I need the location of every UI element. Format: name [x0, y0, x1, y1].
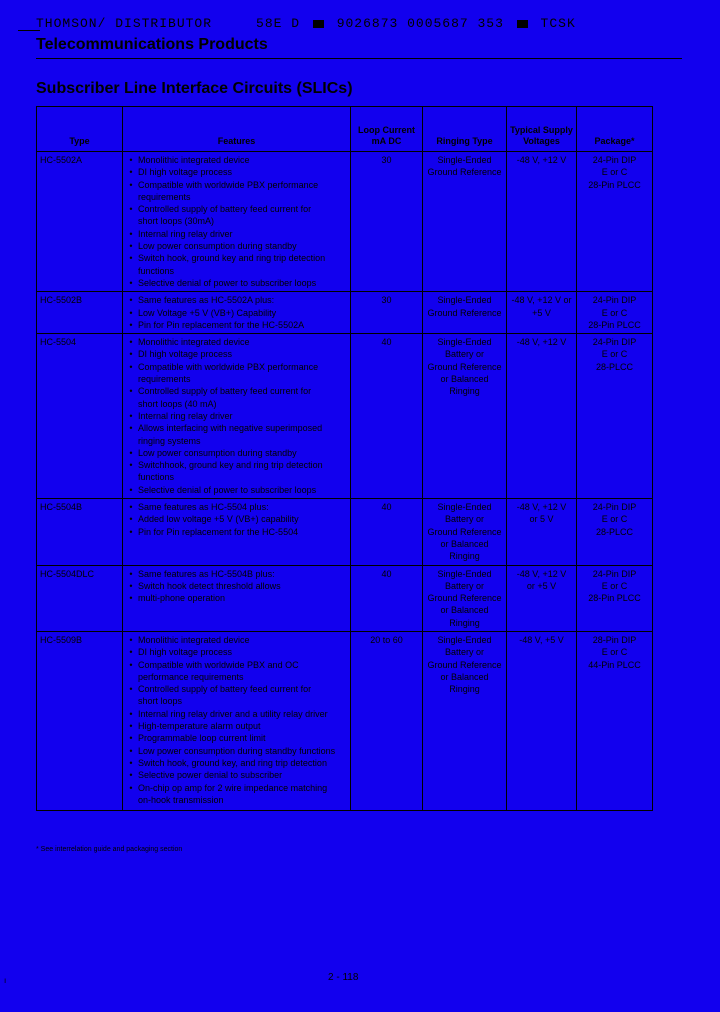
feature-text: Same features as HC-5504B plus:	[138, 568, 275, 579]
bullet-icon: •	[129, 447, 133, 458]
header-supply-voltages	[507, 107, 577, 152]
feature-text: Low power consumption during standby functions	[138, 745, 336, 756]
cell-loop	[351, 499, 423, 565]
ringing-line: Single-Ended	[437, 634, 492, 645]
package-line: E or C	[601, 349, 628, 360]
feature-item	[127, 568, 347, 580]
cell-features	[123, 292, 351, 334]
bullet-icon: •	[129, 647, 133, 658]
feature-item	[127, 708, 347, 720]
cell-package	[577, 152, 653, 292]
bullet-icon: •	[129, 733, 133, 744]
feature-text: Selective denial of power to subscriber loops	[138, 277, 317, 288]
bullet-icon: •	[129, 295, 133, 306]
cell-supply	[507, 499, 577, 565]
feature-item	[127, 580, 347, 592]
feature-text: Monolithic integrated device	[138, 155, 250, 165]
bullet-icon: •	[129, 386, 133, 397]
loop-line: 30	[381, 295, 392, 306]
ringing-line: or Balanced	[440, 374, 489, 385]
ringing-line: Ground Reference	[427, 167, 502, 178]
bullet-icon: •	[129, 568, 133, 579]
black-square-icon	[517, 20, 528, 28]
ringing-line: Battery or	[444, 580, 484, 591]
feature-text: DI high voltage process	[138, 167, 233, 178]
bullet-icon: •	[129, 757, 133, 768]
ringing-line: Battery or	[444, 647, 484, 658]
bullet-icon: •	[129, 460, 133, 471]
table-row	[37, 152, 653, 292]
feature-text: Added low voltage +5 V (VB+) capability	[138, 514, 299, 525]
feature-item	[127, 319, 347, 331]
cell-type: HC-5504DLC	[37, 565, 123, 631]
supply-line: +5 V	[532, 307, 551, 318]
feature-text: Low power consumption during standby	[138, 241, 297, 252]
feature-item	[127, 501, 347, 513]
cell-loop	[351, 565, 423, 631]
supply-line: -48 V, +12 V or	[511, 295, 572, 306]
ringing-line: Battery or	[444, 349, 484, 360]
bullet-icon: •	[129, 155, 133, 165]
supply-line: -48 V, +5 V	[519, 634, 564, 645]
cell-loop	[351, 152, 423, 292]
feature-item	[127, 447, 347, 459]
feature-text: Internal ring relay driver and a utility relay driver	[138, 708, 328, 719]
header-features: Features	[123, 107, 351, 152]
feature-text: requirements	[138, 191, 191, 202]
cell-type: HC-5504	[37, 334, 123, 499]
table-row	[37, 631, 653, 810]
feature-text: Compatible with worldwide PBX and OC	[138, 659, 299, 670]
package-line: 28-PLCC	[595, 361, 633, 372]
feature-text: Low Voltage +5 V (VB+) Capability	[138, 307, 277, 318]
feature-item	[127, 348, 347, 360]
ringing-line: Single-Ended	[437, 337, 492, 348]
footnote: * See interrelation guide and packaging section	[36, 846, 183, 853]
supply-line: -48 V, +12 V	[516, 337, 567, 348]
feature-text: requirements	[138, 374, 191, 385]
feature-list	[127, 294, 347, 331]
feature-item	[127, 166, 347, 178]
feature-text: Internal ring relay driver	[138, 410, 233, 421]
bullet-icon: •	[129, 410, 133, 421]
bullet-icon: •	[129, 361, 133, 372]
ringing-line: or Balanced	[440, 605, 489, 616]
package-line: 28-Pin PLCC	[588, 179, 641, 190]
feature-text: Switchhook, ground key and ring trip detection	[138, 460, 323, 471]
feature-text: High-temperature alarm output	[138, 721, 261, 732]
header-type: Type	[37, 107, 123, 152]
cell-package	[577, 334, 653, 499]
package-line: 28-Pin PLCC	[588, 593, 641, 604]
cell-loop	[351, 292, 423, 334]
feature-item	[127, 252, 347, 277]
bullet-icon: •	[129, 634, 133, 645]
ringing-line: Ringing	[449, 617, 480, 628]
cell-type: HC-5502A	[37, 152, 123, 292]
header-supply-line: Voltages	[523, 136, 560, 146]
feature-item	[127, 745, 347, 757]
feature-item	[127, 782, 347, 807]
cell-ringing	[423, 499, 507, 565]
package-line: 24-Pin DIP	[592, 295, 637, 306]
bullet-icon: •	[129, 337, 133, 348]
feature-item	[127, 410, 347, 422]
cell-features	[123, 334, 351, 499]
supply-line: or +5 V	[526, 580, 557, 591]
package-line: E or C	[601, 167, 628, 178]
feature-text: functions	[138, 265, 175, 276]
feature-text: Controlled supply of battery feed current for	[138, 386, 312, 397]
cell-loop	[351, 334, 423, 499]
loop-line: 40	[381, 337, 392, 348]
feature-item	[127, 422, 347, 447]
loop-line: 30	[381, 155, 392, 165]
feature-item	[127, 385, 347, 410]
ringing-line: Ground Reference	[427, 526, 502, 537]
cell-type: HC-5502B	[37, 292, 123, 334]
table-row	[37, 334, 653, 499]
feature-item	[127, 336, 347, 348]
ringing-line: Ringing	[449, 386, 480, 397]
scan-header-distributor: THOMSON/ DISTRIBUTOR	[36, 16, 213, 31]
feature-text: DI high voltage process	[138, 349, 233, 360]
feature-item	[127, 634, 347, 646]
cell-supply	[507, 152, 577, 292]
cell-type: HC-5504B	[37, 499, 123, 565]
supply-line: -48 V, +12 V	[516, 155, 567, 165]
feature-text: Allows interfacing with negative superimposed	[138, 423, 323, 434]
feature-item	[127, 203, 347, 228]
header-supply-line: Typical Supply	[510, 125, 573, 135]
page-number: 2 - 118	[328, 972, 359, 983]
section-title: Subscriber Line Interface Circuits (SLICs)	[36, 80, 353, 97]
package-line: 24-Pin DIP	[592, 155, 637, 165]
header-loop-line: mA DC	[371, 136, 402, 146]
package-line: E or C	[601, 580, 628, 591]
package-line: 24-Pin DIP	[592, 502, 637, 513]
bullet-icon: •	[129, 745, 133, 756]
feature-text: Pin for Pin replacement for the HC-5504	[138, 526, 299, 537]
feature-item	[127, 720, 347, 732]
loop-line: 40	[381, 568, 392, 579]
bullet-icon: •	[129, 167, 133, 178]
bullet-icon: •	[129, 204, 133, 215]
feature-text: DI high voltage process	[138, 647, 233, 658]
feature-item	[127, 154, 347, 166]
bullet-icon: •	[129, 770, 133, 781]
cell-package	[577, 631, 653, 810]
feature-text: on-hook transmission	[138, 794, 224, 805]
feature-text: ringing systems	[138, 435, 201, 446]
ringing-line: Ground Reference	[427, 593, 502, 604]
feature-text: short loops (40 mA)	[138, 398, 217, 409]
cell-supply	[507, 292, 577, 334]
package-line: E or C	[601, 514, 628, 525]
header-loop-line: Loop Current	[358, 125, 415, 135]
product-line-title: Telecommunications Products	[36, 36, 268, 53]
header-ringing-type: Ringing Type	[423, 107, 507, 152]
cell-supply	[507, 334, 577, 499]
ringing-line: Ground Reference	[427, 659, 502, 670]
ringing-line: Single-Ended	[437, 502, 492, 513]
bullet-icon: •	[129, 307, 133, 318]
cell-type: HC-5509B	[37, 631, 123, 810]
black-square-icon	[313, 20, 324, 28]
feature-list	[127, 568, 347, 605]
bullet-icon: •	[129, 349, 133, 360]
bullet-icon: •	[129, 253, 133, 264]
feature-text: multi-phone operation	[138, 593, 226, 604]
feature-item	[127, 769, 347, 781]
package-line: 28-PLCC	[595, 526, 633, 537]
feature-text: Compatible with worldwide PBX performance	[138, 361, 319, 372]
cell-ringing	[423, 152, 507, 292]
feature-text: Same features as HC-5504 plus:	[138, 502, 269, 513]
feature-text: Controlled supply of battery feed current for	[138, 204, 312, 215]
feature-item	[127, 526, 347, 538]
feature-text: Switch hook, ground key and ring trip detection	[138, 253, 326, 264]
ringing-line: Ringing	[449, 551, 480, 562]
bullet-icon: •	[129, 423, 133, 434]
ringing-line: Single-Ended	[437, 568, 492, 579]
bullet-icon: •	[129, 502, 133, 513]
feature-text: Pin for Pin replacement for the HC-5502A	[138, 319, 305, 330]
cell-ringing	[423, 631, 507, 810]
ringing-line: Ground Reference	[427, 361, 502, 372]
feature-item	[127, 659, 347, 684]
scan-header-code: 58E D	[256, 16, 301, 31]
feature-text: On-chip op amp for 2 wire impedance matching	[138, 782, 328, 793]
package-line: E or C	[601, 307, 628, 318]
package-line: E or C	[601, 647, 628, 658]
feature-text: Switch hook, ground key, and ring trip detection	[138, 757, 327, 768]
ringing-line: or Balanced	[440, 538, 489, 549]
feature-item	[127, 459, 347, 484]
feature-list	[127, 634, 347, 806]
package-line: 28-Pin DIP	[592, 634, 637, 645]
feature-item	[127, 513, 347, 525]
feature-item	[127, 646, 347, 658]
scan-header-barcode-number: 9026873 0005687 353	[336, 16, 504, 31]
feature-item	[127, 757, 347, 769]
feature-item	[127, 179, 347, 204]
bullet-icon: •	[129, 179, 133, 190]
cell-features	[123, 499, 351, 565]
ringing-line: Battery or	[444, 514, 484, 525]
cell-features	[123, 631, 351, 810]
bullet-icon: •	[129, 319, 133, 330]
bullet-icon: •	[129, 684, 133, 695]
feature-item	[127, 240, 347, 252]
bullet-icon: •	[129, 782, 133, 793]
feature-text: Monolithic integrated device	[138, 337, 250, 348]
feature-text: Selective denial of power to subscriber loops	[138, 484, 317, 495]
bullet-icon: •	[129, 708, 133, 719]
feature-item	[127, 228, 347, 240]
scan-header-tag: TCSK	[540, 16, 576, 31]
table-header-row	[37, 107, 653, 152]
supply-line: or 5 V	[529, 514, 554, 525]
header-package: Package*	[577, 107, 653, 152]
table-row	[37, 565, 653, 631]
bullet-icon: •	[129, 721, 133, 732]
ringing-line: Single-Ended	[437, 295, 492, 306]
bullet-icon: •	[129, 659, 133, 670]
feature-text: Selective power denial to subscriber	[138, 770, 283, 781]
feature-item	[127, 361, 347, 386]
bullet-icon: •	[129, 241, 133, 252]
cell-ringing	[423, 292, 507, 334]
feature-text: Switch hook detect threshold allows	[138, 580, 281, 591]
feature-text: performance requirements	[138, 671, 244, 682]
package-line: 28-Pin PLCC	[588, 319, 641, 330]
cell-package	[577, 499, 653, 565]
ringing-line: or Balanced	[440, 671, 489, 682]
cell-ringing	[423, 565, 507, 631]
cell-loop	[351, 631, 423, 810]
feature-list	[127, 501, 347, 538]
slic-table	[36, 106, 653, 811]
bullet-icon: •	[129, 593, 133, 604]
feature-list	[127, 154, 347, 289]
cell-supply	[507, 631, 577, 810]
feature-text: Low power consumption during standby	[138, 447, 297, 458]
package-line: 24-Pin DIP	[592, 337, 637, 348]
feature-item	[127, 484, 347, 496]
supply-line: -48 V, +12 V	[516, 502, 567, 513]
ringing-line: Ringing	[449, 684, 480, 695]
table-row	[37, 292, 653, 334]
bullet-icon: •	[129, 228, 133, 239]
loop-line: 40	[381, 502, 392, 513]
feature-item	[127, 732, 347, 744]
feature-text: Monolithic integrated device	[138, 634, 250, 645]
cell-ringing	[423, 334, 507, 499]
bullet-icon: •	[129, 277, 133, 288]
ringing-line: Ground Reference	[427, 307, 502, 318]
package-line: 44-Pin PLCC	[588, 659, 641, 670]
feature-text: Compatible with worldwide PBX performance	[138, 179, 319, 190]
feature-item	[127, 294, 347, 306]
cell-features	[123, 565, 351, 631]
package-line: 24-Pin DIP	[592, 568, 637, 579]
feature-item	[127, 683, 347, 708]
feature-text: functions	[138, 472, 175, 483]
feature-item	[127, 277, 347, 289]
cell-features	[123, 152, 351, 292]
feature-list	[127, 336, 347, 496]
bullet-icon: •	[129, 580, 133, 591]
loop-line: 20 to 60	[370, 634, 403, 645]
feature-text: Same features as HC-5502A plus:	[138, 295, 275, 306]
header-loop-current	[351, 107, 423, 152]
feature-text: short loops	[138, 696, 183, 707]
feature-item	[127, 307, 347, 319]
cell-package	[577, 565, 653, 631]
feature-text: Programmable loop current limit	[138, 733, 266, 744]
header-rule	[36, 58, 682, 59]
feature-text: short loops (30mA)	[138, 216, 215, 227]
feature-text: Internal ring relay driver	[138, 228, 233, 239]
scan-mark: ı	[4, 976, 7, 985]
feature-item	[127, 592, 347, 604]
bullet-icon: •	[129, 484, 133, 495]
scan-header	[36, 16, 576, 31]
feature-text: Controlled supply of battery feed current for	[138, 684, 312, 695]
bullet-icon: •	[129, 526, 133, 537]
supply-line: -48 V, +12 V	[516, 568, 567, 579]
bullet-icon: •	[129, 514, 133, 525]
cell-supply	[507, 565, 577, 631]
ringing-line: Single-Ended	[437, 155, 492, 165]
table-row	[37, 499, 653, 565]
cell-package	[577, 292, 653, 334]
